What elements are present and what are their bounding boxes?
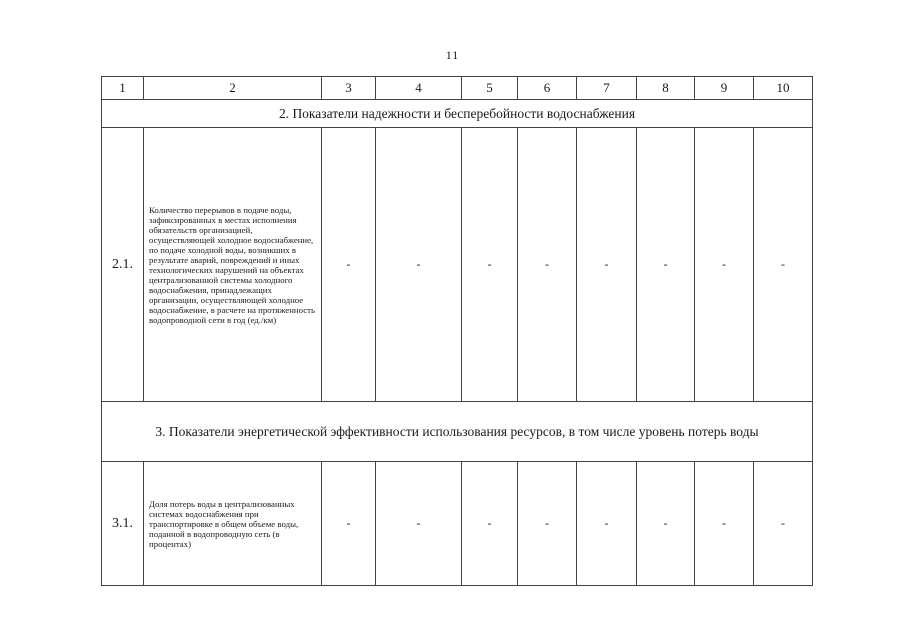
value-cell: - bbox=[376, 462, 462, 586]
row-description: Доля потерь воды в централизованных системах водоснабжения при транспортировке в общем объеме воды, поданной в водопроводную сеть (в процентах) bbox=[144, 462, 322, 586]
header-cell: 6 bbox=[518, 77, 577, 100]
value-cell: - bbox=[518, 128, 577, 402]
value-cell: - bbox=[695, 462, 754, 586]
header-cell: 10 bbox=[754, 77, 813, 100]
header-cell: 9 bbox=[695, 77, 754, 100]
section-title: 2. Показатели надежности и бесперебойности водоснабжения bbox=[102, 100, 813, 128]
value-cell: - bbox=[462, 128, 518, 402]
row-description: Количество перерывов в подаче воды, зафиксированных в местах исполнения обязательств организацией, осуществляющей холодное водоснабжение, по подаче холодной воды, возникших в результате аварий, повреждений и иных технологических нарушений на объектах централизованной системы холодного водоснабжения, принадлежащих организации, осуществляющей холодное водоснабжение, в расчете на протяженность водопроводной сети в год (ед./км) bbox=[144, 128, 322, 402]
header-cell: 2 bbox=[144, 77, 322, 100]
value-cell: - bbox=[637, 462, 695, 586]
row-number: 3.1. bbox=[102, 462, 144, 586]
row-number: 2.1. bbox=[102, 128, 144, 402]
value-cell: - bbox=[376, 128, 462, 402]
table-row bbox=[102, 128, 813, 402]
section-row bbox=[102, 100, 813, 128]
table-row bbox=[102, 462, 813, 586]
header-cell: 5 bbox=[462, 77, 518, 100]
value-cell: - bbox=[577, 462, 637, 586]
page-number: 11 bbox=[445, 48, 460, 62]
value-cell: - bbox=[518, 462, 577, 586]
header-row bbox=[102, 77, 813, 100]
header-cell: 1 bbox=[102, 77, 144, 100]
header-cell: 4 bbox=[376, 77, 462, 100]
header-cell: 8 bbox=[637, 77, 695, 100]
value-cell: - bbox=[754, 462, 813, 586]
value-cell: - bbox=[322, 128, 376, 402]
value-cell: - bbox=[577, 128, 637, 402]
section-title: 3. Показатели энергетической эффективности использования ресурсов, в том числе уровень потерь воды bbox=[102, 402, 813, 462]
value-cell: - bbox=[695, 128, 754, 402]
value-cell: - bbox=[462, 462, 518, 586]
header-cell: 7 bbox=[577, 77, 637, 100]
value-cell: - bbox=[322, 462, 376, 586]
section-row bbox=[102, 402, 813, 462]
indicators-table bbox=[101, 76, 813, 586]
value-cell: - bbox=[637, 128, 695, 402]
value-cell: - bbox=[754, 128, 813, 402]
header-cell: 3 bbox=[322, 77, 376, 100]
